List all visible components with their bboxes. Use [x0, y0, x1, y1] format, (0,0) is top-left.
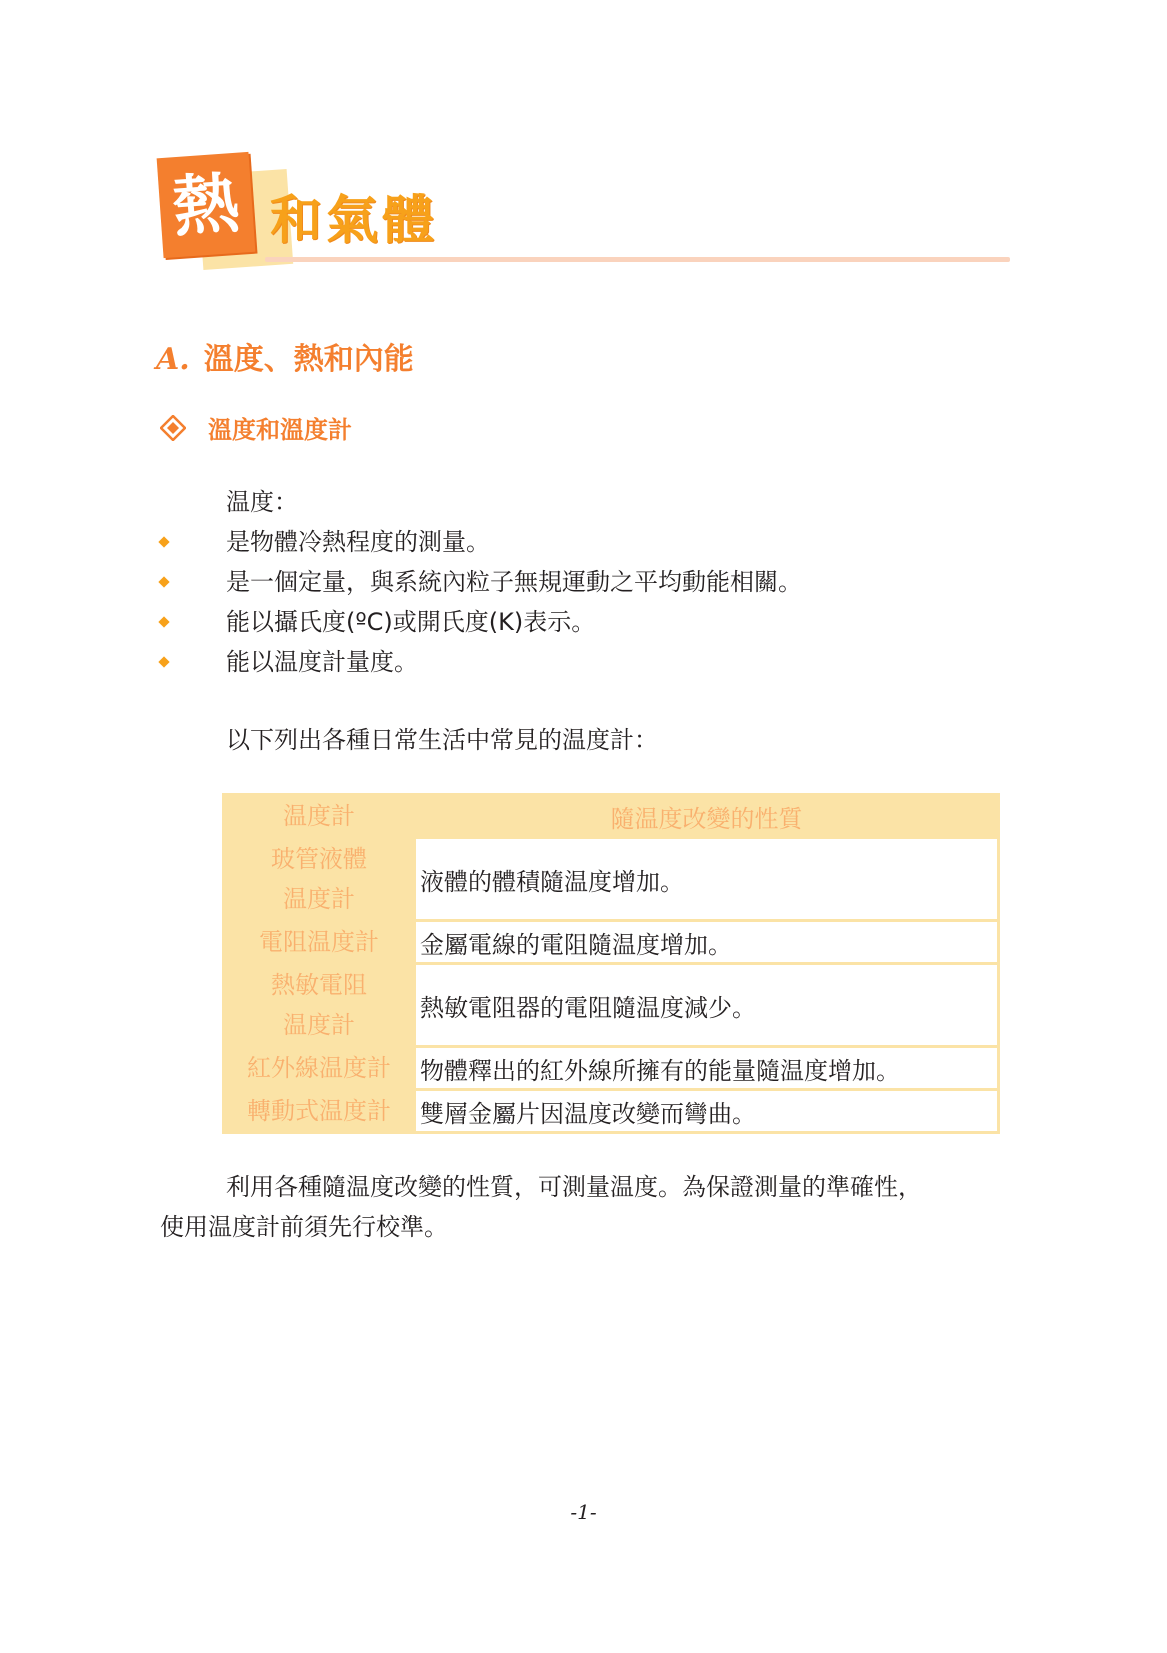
subsection-heading — [160, 410, 352, 445]
table-header-row — [224, 795, 999, 838]
thermometer-intro: 以下列出各種日常生活中常見的温度計： — [226, 726, 658, 754]
chapter-title-underline — [265, 257, 1010, 262]
table-header-property: 隨温度改變的性質 — [415, 795, 999, 838]
table-row — [224, 838, 999, 921]
closing-paragraph — [160, 1167, 1005, 1247]
table-cell-thermometer: 轉動式温度計 — [224, 1090, 415, 1133]
closing-line-1: 利用各種隨温度改變的性質，可測量温度。為保證測量的準確性， — [226, 1173, 922, 1201]
table-cell-property: 金屬電線的電阻隨温度增加。 — [415, 921, 999, 964]
table-row — [224, 1047, 999, 1090]
table-cell-thermometer: 電阻温度計 — [224, 921, 415, 964]
bullet-text: 能以攝氏度(ºC)或開氏度(K)表示。 — [226, 608, 596, 636]
table-cell-property: 液體的體積隨温度增加。 — [415, 838, 999, 921]
section-title: 溫度、熱和內能 — [203, 342, 414, 377]
table-row — [224, 964, 999, 1047]
bullet-diamond-icon — [158, 616, 169, 627]
list-item — [160, 602, 802, 642]
table-cell-thermometer: 玻管液體 温度計 — [224, 838, 415, 921]
chapter-title-banner — [160, 150, 1010, 280]
list-item — [160, 522, 802, 562]
page-number: -1- — [570, 1500, 597, 1524]
table-cell-thermometer: 紅外線温度計 — [224, 1047, 415, 1090]
temperature-label: 温度： — [226, 488, 298, 516]
table-row — [224, 921, 999, 964]
table-header-thermometer: 温度計 — [224, 795, 415, 838]
list-item — [160, 642, 802, 682]
temperature-bullet-list — [160, 522, 802, 682]
table-cell-property: 熱敏電阻器的電阻隨温度減少。 — [415, 964, 999, 1047]
closing-line-2: 使用温度計前須先行校準。 — [160, 1213, 448, 1241]
bullet-diamond-icon — [158, 576, 169, 587]
section-letter: A. — [156, 342, 190, 377]
bullet-text: 能以温度計量度。 — [226, 648, 418, 676]
diamond-icon — [160, 415, 186, 441]
subsection-title: 溫度和溫度計 — [208, 415, 352, 444]
chapter-title-first-char: 熱 — [170, 163, 242, 247]
table-cell-property: 雙層金屬片因温度改變而彎曲。 — [415, 1090, 999, 1133]
table-row — [224, 1090, 999, 1133]
section-heading — [156, 334, 414, 378]
list-item — [160, 562, 802, 602]
thermometer-table — [222, 793, 1000, 1134]
bullet-diamond-icon — [158, 656, 169, 667]
chapter-title-rest: 和氣體 — [270, 190, 439, 251]
table-cell-property: 物體釋出的紅外線所擁有的能量隨温度增加。 — [415, 1047, 999, 1090]
table-cell-thermometer: 熱敏電阻 温度計 — [224, 964, 415, 1047]
bullet-diamond-icon — [158, 536, 169, 547]
bullet-text: 是一個定量，與系統內粒子無規運動之平均動能相關。 — [226, 568, 802, 596]
bullet-text: 是物體冷熱程度的測量。 — [226, 528, 490, 556]
